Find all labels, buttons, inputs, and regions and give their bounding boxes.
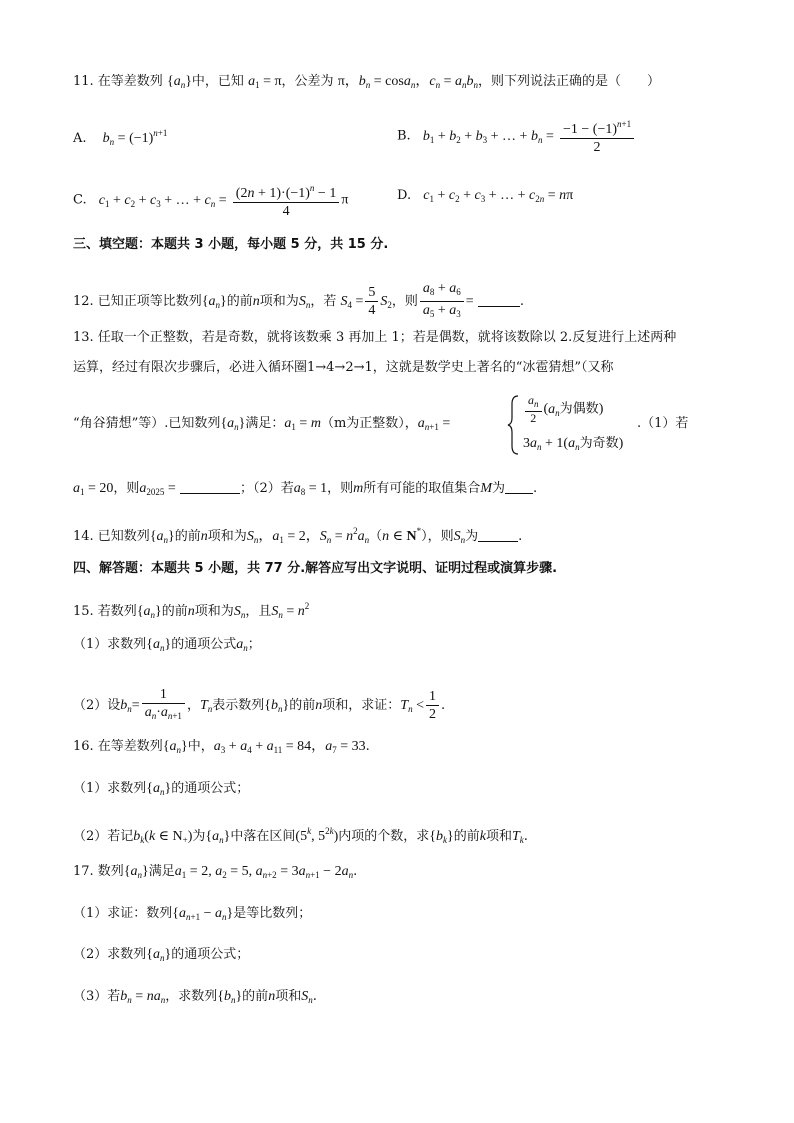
- section-4-title: 四、解答题：本题共 5 小题，共 77 分.解答应写出文字说明、证明过程或演算步骤.: [73, 561, 558, 576]
- q13-line-2: 运算，经过有限次步骤后，必进入循环圈1→4→2→1，这就是数学史上著名的“冰雹猜想”（又称: [73, 360, 614, 375]
- q15-stem: 15. 若数列$\{a_n\}$的前n项和为$S_n$，且$S_n = n^2$: [73, 601, 310, 620]
- left-brace-icon: [507, 394, 521, 456]
- q13-line-3-suffix: .（1）若: [637, 416, 689, 431]
- q16-part-2: （2）若记$b_k(k$ ∈ $N_+$)为$\{a_n\}$中落在区间(5$^k$, $5^{2k}$)内项的个数，求$\{b_k\}$的前k项和$T_k$.: [73, 826, 528, 845]
- q11-option-c[interactable]: C. $c_1 + c_2 + c_3$ + … + $c_n$ = $\frac{(2n + 1)\cdot(-1)^n - 1}{4}$ π: [73, 180, 348, 220]
- q15-part-2: （2）设$b_n=$ $\frac{1}{a_n\cdot a_{n+1}}$ ，$T_n$表示数列$\{b_n\}$的前n项和，求证：$T_n$ < $\frac{1}{2}$ .: [73, 687, 446, 722]
- q13-line-1: 13. 任取一个正整数，若是奇数，就将该数乘 3 再加上 1；若是偶数，就将该数除以 2.反复进行上述两种: [73, 330, 677, 345]
- q14-stem: 14. 已知数列$\{a_n\}$的前n项和为$S_n$，$a_1 = 2$，$S_n = n^2a_n(n$ ∈ N*），则$S_n$为 .: [73, 526, 523, 545]
- q17-part-1: （1）求证：数列$\{a_{n+1} - a_n\}$是等比数列；: [73, 906, 312, 922]
- q11-option-b[interactable]: B. $b_1 + b_2 + b_3$ + … + $b_n$ = $\frac{-1 - (-1)^{n+1}}{2}$: [397, 116, 636, 156]
- q11-stem: 11. 在等差数列 $\{a_n\}$中，已知 $a_1 = \pi$，公差为 π，$b_n = \cos a_n$，$c_n = a_nb_n$，则下列说法正确的是（ ）: [73, 74, 660, 90]
- q17-part-2: （2）求数列$\{a_n\}$的通项公式；: [73, 947, 250, 963]
- q12-answer-blank[interactable]: [478, 292, 520, 307]
- q12-stem: 12. 已知正项等比数列$\{a_n\}$的前n项和为$S_n$，若 $S_4$ = $\frac{5}{4}$ $S_2$，则 $\frac{a_8 + a_6}{a_5 + a_3}$ = .: [73, 281, 524, 319]
- q11-option-a[interactable]: A. $b_n = (-1)^{n+1}$: [73, 128, 168, 147]
- q17-part-3: （3）若$b_n = na_n$，求数列$\{b_n\}$的前n项和$S_n$.: [73, 989, 317, 1005]
- q17-stem: 17. 数列$\{a_n\}$满足$a_1 = 2$, $a_2 = 5$, $a_{n+2} = 3a_{n+1} - 2a_n$.: [73, 864, 358, 880]
- q11-option-d[interactable]: D. $c_1 + c_2 + c_3$ + … + $c_{2n} = n\pi$: [397, 188, 574, 204]
- q15-part-1: （1）求数列$\{a_n\}$的通项公式$a_n$；: [73, 637, 261, 653]
- q13-line-4: $a_1 = 20$，则$a_{2025}$ = ；（2）若$a_8 = 1$，则m所有可能的取值集合M为 .: [73, 481, 538, 497]
- q16-part-1: （1）求数列$\{a_n\}$的通项公式；: [73, 781, 250, 797]
- q13-line-3: “角谷猜想”等）.已知数列$\{a_n\}$满足：$a_1 = m(m$为正整数），$a_{n+1}$ =: [73, 416, 451, 432]
- q13-answer-blank-1[interactable]: [180, 479, 240, 494]
- q13-answer-blank-2[interactable]: [505, 479, 533, 494]
- q14-answer-blank[interactable]: [478, 527, 518, 542]
- section-3-title: 三、填空题：本题共 3 小题，每小题 5 分，共 15 分.: [73, 237, 389, 252]
- q16-stem: 16. 在等差数列$\{a_n\}$中，$a_3 + a_4 + a_{11} = 84$，$a_7 = 33$.: [73, 739, 370, 755]
